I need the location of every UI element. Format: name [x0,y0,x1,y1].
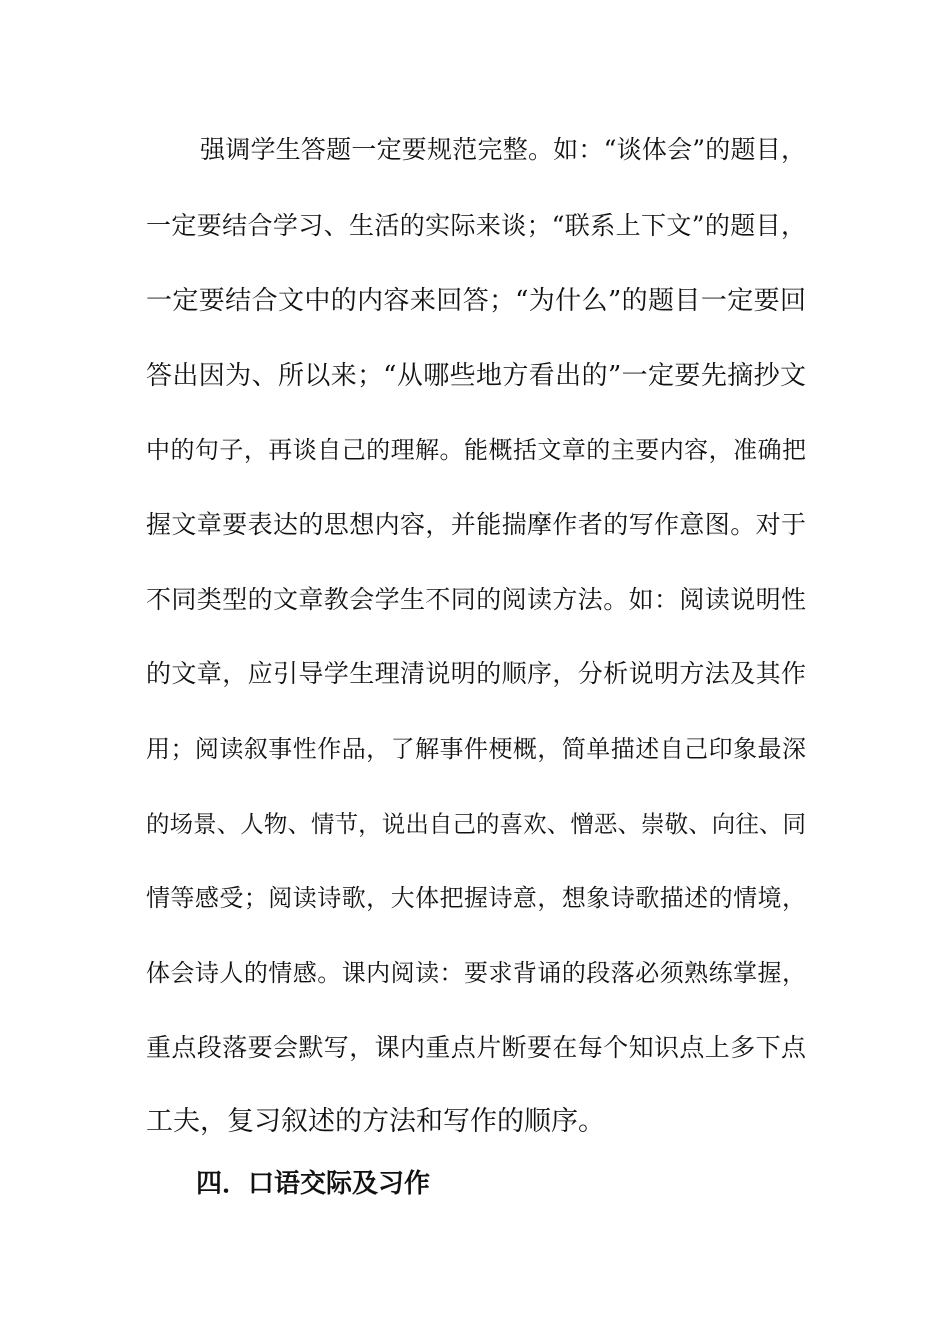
paragraph-line: 工夫，复习叙述的方法和写作的顺序。 [146,1106,605,1137]
paragraph-line: 的文章，应引导学生理清说明的顺序，分析说明方法及其作 [146,659,806,688]
paragraph-line: 用；阅读叙事性作品，了解事件梗概，简单描述自己印象最深 [146,735,806,763]
section-heading: 四．口语交际及习作 [196,1169,431,1199]
paragraph-line: 重点段落要会默写，课内重点片断要在每个知识点上多下点 [146,1033,806,1062]
paragraph-line: 情等感受；阅读诗歌，大体把握诗意，想象诗歌描述的情境， [146,884,806,912]
paragraph-line: 一定要结合文中的内容来回答；“为什么”的题目一定要回 [146,286,806,316]
paragraph-line: 不同类型的文章教会学生不同的阅读方法。如：阅读说明性 [146,585,806,614]
paragraph-line: 握文章要表达的思想内容，并能揣摩作者的写作意图。对于 [146,510,806,539]
paragraph-line: 一定要结合学习、生活的实际来谈；“联系上下文”的题目， [146,211,806,240]
paragraph-line: 中的句子，再谈自己的理解。能概括文章的主要内容，准确把 [146,436,806,464]
paragraph-line: 的场景、人物、情节，说出自己的喜欢、憎恶、崇敬、向往、同 [146,810,806,838]
paragraph-line: 强调学生答题一定要规范完整。如：“谈体会”的题目， [200,135,806,164]
paragraph-line: 体会诗人的情感。课内阅读：要求背诵的段落必须熟练掌握， [146,959,806,987]
paragraph-line: 答出因为、所以来；“从哪些地方看出的”一定要先摘抄文 [146,361,806,391]
